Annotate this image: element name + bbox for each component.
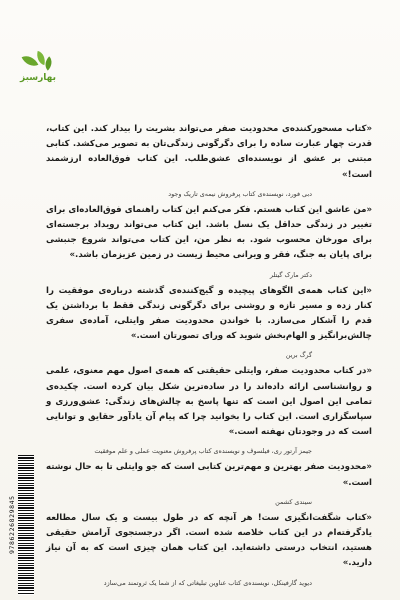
isbn-number: 9786226829845 [8,495,16,555]
testimonial [46,284,372,361]
barcode-bars [18,455,34,595]
publisher-logo [18,50,58,84]
quote-author: دیوید گارفینکل، نویسنده‌ی کتاب عناوین تبلیغاتی که از شما یک ثروتمند می‌سازد [103,578,312,587]
quote-text: «کتاب مسحورکننده‌ی محدودیت صفر می‌تواند بشریت را بیدار کند. این کتاب، قدرت چهار عبارت ساده را برای دگرگونی زندگی‌تان به تصویر می‌کشد. کتابی مبتنی بر عشق از نویسنده‌ای عشق‌طلب. این کتاب فوق‌العاده ارزشمند است!» [46,124,372,180]
quote-author: دبی فورد، نویسنده‌ی کتاب پرفروش نیمه‌ی تاریک وجود [168,189,312,198]
testimonial [46,511,372,588]
quote-text: «محدودیت صفر بهترین و مهم‌ترین کتابی است که جو وایتلی تا به حال نوشته است.» [46,462,372,488]
testimonial [46,203,372,280]
quote-author: جیمز آرتور ری، فیلسوف و نویسنده‌ی کتاب پرفروش معنویت عملی و علم موفقیت [94,447,312,456]
quote-text: «در کتاب محدودیت صفر، وایتلی حقیقتی که همه‌ی اصول مهم معنوی، علمی و روانشناسی ارائه داده‌اند را در ساده‌ترین شکل بیان کرده است. چکیده‌ی تمامی این اصول این است که تنها پاسخ به چالش‌های زندگی: عشق‌ورزی و سپاسگزاری است. این کتاب را بخوانید چرا که پیام آن یادآور حقایق و توانایی است که در وجودتان نهفته است.» [46,366,372,438]
testimonial [46,364,372,456]
testimonial [46,122,372,199]
leaf-icon [18,50,58,72]
quote-author: دکتر مارک گیتلر [269,270,312,279]
quote-text: «این کتاب همه‌ی الگوهای پیچیده و گیج‌کننده‌ی گذشته درباره‌ی موفقیت را کنار زده و مسیر تازه و روشنی برای دگرگونی زندگی فقط با برداشتن یک قدم را آشکار می‌سازد. با خواندن محدودیت صفر وایتلی، آماده‌ی سفری چالش‌برانگیز و الهام‌بخش شوید که ورای تصورتان است.» [46,285,372,342]
publisher-name: بهارسبز [19,73,56,83]
isbn-barcode [8,455,34,595]
quote-text: «من عاشق این کتاب هستم. فکر می‌کنم این کتاب راهنمای فوق‌العاده‌ای برای تغییر در زندگی حداقل یک نسل باشد. این کتاب می‌تواند رویداد برجسته‌ای برای مورخان محسوب شود. به نظر من، این کتاب می‌تواند شروع جنبشی برای پایان به جنگ، فقر و ویرانی محیط زیست در زمین عزیزمان باشد.» [46,204,372,261]
testimonials [46,122,372,592]
quote-author: گرگ برین [285,351,312,360]
quote-text: «کتاب شگفت‌انگیزی ست! هر آنچه که در طول بیست و یک سال مطالعه یادگرفته‌ام در این کتاب خلاصه شده است. اگر درجستجوی آرامش حقیقی هستید، انتخاب درستی داشته‌اید. این کتاب همان چیزی است که به آن نیاز دارید.» [46,512,372,569]
quote-author: سیندی کشمن [275,497,312,506]
testimonial [46,460,372,506]
